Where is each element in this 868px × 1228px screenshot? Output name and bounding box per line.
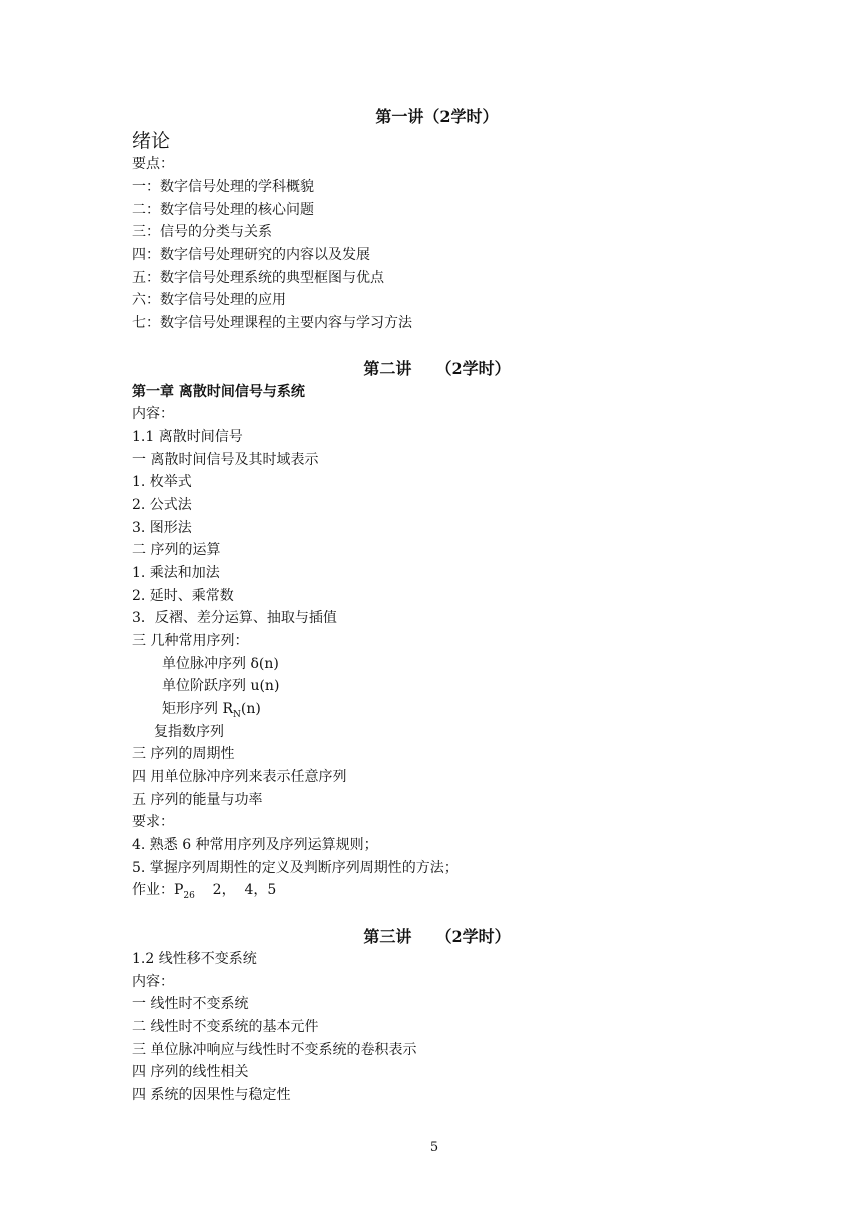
lecture2-item: 1. 枚举式	[132, 474, 192, 490]
lecture1-point: 四：数字信号处理研究的内容以及发展	[132, 247, 370, 263]
lecture2-item: 1. 乘法和加法	[132, 565, 220, 581]
lecture3-content-label: 内容：	[132, 974, 174, 990]
lecture2-item: 三 几种常用序列：	[132, 633, 249, 649]
homework-page-subscript: 26	[183, 890, 195, 901]
homework-problems: 2， 4，5	[194, 882, 277, 898]
lecture1-point: 五：数字信号处理系统的典型框图与优点	[132, 270, 384, 286]
requirement-item: 5. 掌握序列周期性的定义及判断序列周期性的方法；	[132, 860, 458, 876]
lecture1-title: 绪论	[132, 130, 171, 152]
lecture3-heading	[132, 927, 742, 947]
lecture2-item: 一 离散时间信号及其时域表示	[132, 452, 319, 468]
lecture2-item: 3. 图形法	[132, 520, 192, 536]
seq-rect-prefix: 矩形序列 R	[162, 701, 233, 717]
lecture2-item: 二 序列的运算	[132, 542, 221, 558]
lecture1-point: 一：数字信号处理的学科概貌	[132, 179, 314, 195]
lecture2-item: 2. 延时、乘常数	[132, 588, 234, 604]
lecture3-item: 一 线性时不变系统	[132, 996, 249, 1012]
lecture2-heading	[132, 359, 742, 379]
seq-rect-suffix: (n)	[240, 701, 261, 717]
requirement-item: 4. 熟悉 6 种常用序列及序列运算规则；	[132, 837, 378, 853]
seq-unit-step: 单位阶跃序列 u(n)	[162, 678, 280, 694]
section-1-2: 1.2 线性移不变系统	[132, 951, 257, 967]
homework-prefix: 作业：P	[132, 882, 184, 898]
page-number: 5	[429, 1140, 439, 1155]
lecture2-content-label: 内容：	[132, 406, 174, 422]
seq-rect-subscript: N	[233, 709, 241, 720]
chapter1-title: 第一章 离散时间信号与系统	[132, 384, 305, 400]
lecture3-heading-hours: （2学时）	[435, 927, 511, 946]
lecture2-item: 三 序列的周期性	[132, 746, 235, 762]
lecture3-heading-title: 第三讲	[363, 927, 412, 946]
seq-complex-exponential: 复指数序列	[154, 724, 224, 740]
lecture2-heading-hours: （2学时）	[435, 359, 511, 378]
lecture2-item: 2. 公式法	[132, 497, 192, 513]
lecture1-heading: 第一讲（2学时）	[375, 107, 499, 126]
lecture1-points-label: 要点：	[132, 156, 174, 172]
homework-line	[132, 881, 276, 899]
lecture2-item: 五 序列的能量与功率	[132, 792, 263, 808]
lecture3-item: 三 单位脉冲响应与线性时不变系统的卷积表示	[132, 1042, 417, 1058]
lecture3-item: 四 系统的因果性与稳定性	[132, 1087, 291, 1103]
seq-rectangular	[162, 700, 261, 718]
lecture2-heading-title: 第二讲	[363, 359, 412, 378]
lecture3-item: 四 序列的线性相关	[132, 1064, 249, 1080]
lecture2-item: 3．反褶、差分运算、抽取与插值	[132, 610, 337, 626]
lecture1-point: 六：数字信号处理的应用	[132, 292, 286, 308]
lecture1-point: 三：信号的分类与关系	[132, 224, 272, 240]
lecture2-item: 四 用单位脉冲序列来表示任意序列	[132, 769, 347, 785]
lecture1-point: 二：数字信号处理的核心问题	[132, 202, 314, 218]
lecture3-item: 二 线性时不变系统的基本元件	[132, 1019, 319, 1035]
lecture1-point: 七：数字信号处理课程的主要内容与学习方法	[132, 315, 412, 331]
section-1-1: 1.1 离散时间信号	[132, 429, 243, 445]
lecture2-requirements-label: 要求：	[132, 814, 174, 830]
seq-unit-impulse: 单位脉冲序列 δ(n)	[162, 656, 279, 672]
